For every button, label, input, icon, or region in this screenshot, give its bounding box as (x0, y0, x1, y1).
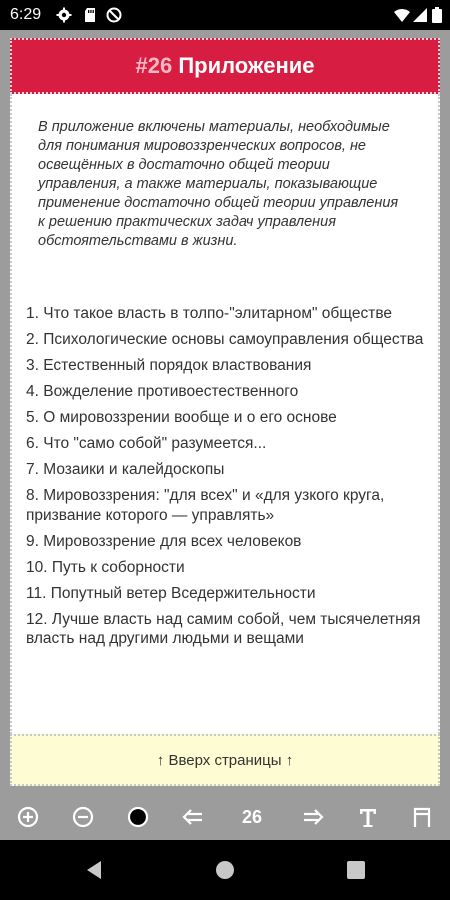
app-area (0, 30, 450, 794)
gear-icon (56, 7, 72, 23)
page-title (135, 53, 314, 79)
toc-item[interactable]: 7. Мозаики и калейдоскопы (26, 461, 225, 478)
toc-item[interactable]: 2. Психологические основы самоуправления общества (26, 331, 424, 348)
home-icon[interactable] (213, 858, 237, 882)
toc-item[interactable]: 11. Попутный ветер Вседержительности (26, 584, 316, 602)
chapter-header (10, 38, 440, 94)
back-to-top-button[interactable]: ↑ Вверх страницы ↑ (10, 734, 440, 786)
toc-item[interactable]: 1. Что такое власть в толпо-"элитарном" обществе (26, 305, 393, 322)
sd-card-icon (82, 7, 98, 23)
toc-item[interactable]: 5. О мировоззрении вообще и о его основе (26, 409, 337, 426)
toc-item[interactable]: 8. Мировоззрения: "для всех" и «для узкого круга, призвание которого — управлять» (26, 487, 385, 524)
night-mode-icon[interactable] (118, 794, 158, 840)
toc-item[interactable]: 6. Что "само собой" разумеется... (26, 435, 267, 452)
table-of-contents (26, 304, 426, 655)
zoom-in-icon[interactable] (8, 794, 48, 840)
toc-item[interactable]: 4. Вожделение противоестественного (26, 383, 299, 400)
prev-arrow-icon[interactable] (173, 794, 213, 840)
page-number-label: 26 (241, 806, 263, 827)
intro-paragraph: В приложение включены материалы, необходимые для понимания мировоззренческих вопросов, не освещённых в достаточно общей теории управления, а также материалы, показывающие применение достаточно общей теории управления к решению практических задач управления обстоятельствами в жизни. (38, 119, 399, 249)
back-icon[interactable] (82, 858, 106, 882)
wifi-icon (394, 7, 410, 23)
signal-icon (412, 7, 428, 23)
navigation-bar (0, 840, 450, 900)
recents-icon[interactable] (344, 858, 368, 882)
zoom-out-icon[interactable] (63, 794, 103, 840)
reader-toolbar (0, 794, 450, 840)
toc-item[interactable]: 3. Естественный порядок властвования (26, 357, 312, 374)
toc-item[interactable]: 10. Путь к соборности (26, 558, 185, 576)
page-number[interactable] (228, 794, 276, 840)
toc-item[interactable]: 9. Мировоззрение для всех человеков (26, 532, 302, 550)
chapter-title: Приложение (178, 53, 315, 78)
content-panel[interactable] (10, 94, 440, 734)
battery-icon (432, 7, 442, 23)
chapter-number: #26 (135, 53, 173, 78)
status-bar (0, 0, 450, 30)
fullscreen-icon[interactable] (402, 794, 442, 840)
status-time: 6:29 (10, 6, 42, 23)
no-tracking-icon (106, 7, 122, 23)
next-arrow-icon[interactable] (293, 794, 333, 840)
font-icon[interactable] (348, 794, 388, 840)
toc-item[interactable]: 12. Лучше власть над самим собой, чем тысячелетняя власть над другими людьми и вещами (26, 610, 421, 647)
